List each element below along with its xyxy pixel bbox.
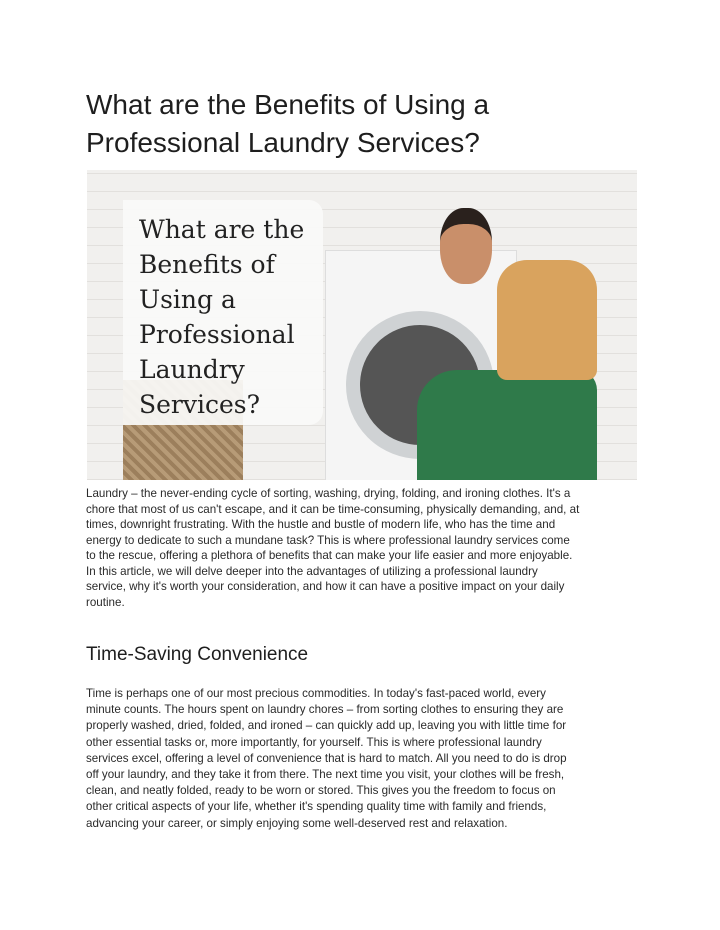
- overlay-line: Benefits of: [139, 250, 275, 279]
- overlay-line: Services?: [139, 390, 261, 419]
- section-paragraph: [86, 686, 567, 832]
- text-line: properly washed, dried, folded, and ironed – can quickly add up, leaving you with little time for: [86, 719, 567, 733]
- text-line: energy to dedicate to such a mundane task? This is where professional laundry services come: [86, 533, 570, 547]
- technician-shirt: [497, 260, 597, 380]
- text-line: Laundry – the never-ending cycle of sorting, washing, drying, folding, and ironing clothes. It's a: [86, 487, 571, 500]
- title-line: Professional Laundry Services?: [86, 127, 480, 158]
- text-line: other critical aspects of your life, whether it's spending quality time with family and friends,: [86, 800, 547, 814]
- page-title: [86, 86, 489, 162]
- text-line: chore that most of us can't escape, and it can be time-consuming, physically demanding, and, at: [86, 502, 580, 516]
- technician-head: [440, 208, 492, 284]
- overlay-line: Using a: [139, 285, 236, 314]
- text-line: advancing your career, or simply enjoying some well-deserved rest and relaxation.: [86, 816, 508, 830]
- title-line: What are the Benefits of Using a: [86, 89, 490, 120]
- text-line: times, downright frustrating. With the hustle and bustle of modern life, who has the time and: [86, 518, 556, 531]
- text-line: In this article, we will delve deeper into the advantages of utilizing a professional laundry: [86, 564, 538, 578]
- overlay-title: [139, 212, 304, 422]
- text-line: services excel, offering a level of convenience that is hard to match. All you need to do is drop: [86, 751, 567, 765]
- text-line: off your laundry, and they take it from there. The next time you visit, your clothes will be fresh,: [86, 768, 565, 782]
- overlay-line: Professional: [139, 320, 295, 349]
- technician-overalls: [417, 370, 597, 480]
- text-line: clean, and neatly folded, ready to be worn or stored. This gives you the freedom to focus on: [86, 784, 556, 798]
- hero-image: [87, 170, 637, 480]
- overlay-line: What are the: [139, 215, 305, 244]
- section-heading: Time-Saving Convenience: [86, 644, 309, 665]
- intro-paragraph: [86, 486, 579, 610]
- text-line: Time is perhaps one of our most precious commodities. In today's fast-paced world, every: [86, 687, 546, 700]
- text-line: other essential tasks or, more importantly, for yourself. This is where professional laundry: [86, 735, 542, 749]
- text-line: minute counts. The hours spent on laundry chores – from sorting clothes to ensuring they are: [86, 703, 564, 717]
- overlay-line: Laundry: [139, 355, 245, 384]
- text-line: routine.: [86, 595, 125, 609]
- text-line: to the rescue, offering a plethora of benefits that can make your life easier and more enjoyable.: [86, 549, 573, 562]
- text-line: service, why it's worth your consideration, and how it can have a positive impact on your daily: [86, 580, 565, 593]
